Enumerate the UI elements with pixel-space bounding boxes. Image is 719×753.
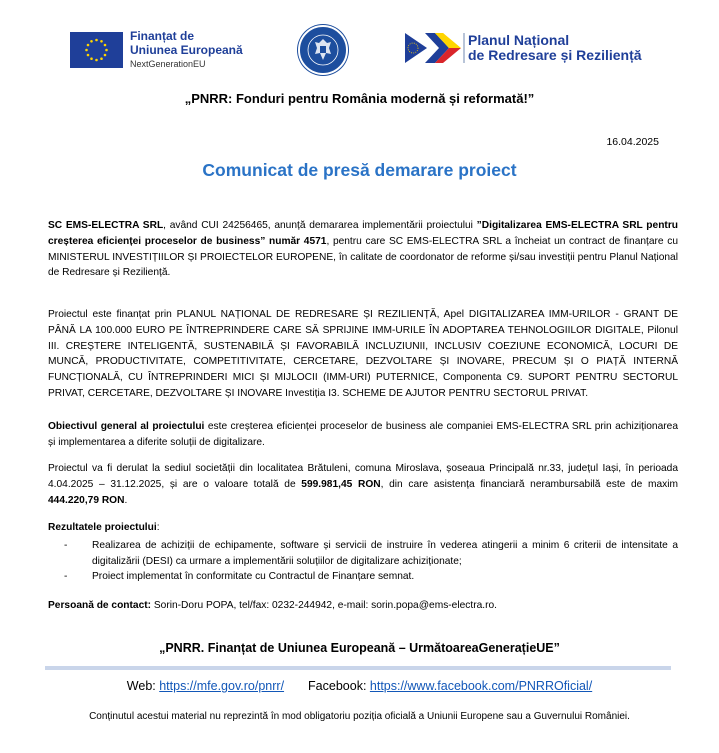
total-value: 599.981,45 RON: [301, 478, 381, 490]
list-item-text: Realizarea de achiziții de echipamente, software și servicii de instruire în vederea atingerii a minim 6 criterii de intensitate a digitalizării (DESI) ca urmare a implementării soluțiilor de digitalizare achiziționate;: [92, 540, 678, 567]
project-title: ”Digitalizarea EMS-ELECTRA SRL pentru creșterea eficienței proceselor de business” număr 4571: [48, 220, 679, 247]
list-item: [48, 538, 678, 569]
facebook-link[interactable]: https://www.facebook.com/PNRROficial/: [369, 679, 593, 693]
eu-logo-line2: Uniunea Europeană: [130, 43, 243, 57]
eu-flag-icon: [70, 32, 123, 68]
objective-text: este creșterea eficienței proceselor de business ale companiei EMS-ELECTRA SRL prin achiziționarea și implementarea a diferite soluții de digitalizare.: [48, 421, 678, 448]
web-label: Web:: [126, 679, 160, 693]
disclaimer-text: Conținutul acestui material nu reprezintă în mod obligatoriu poziția oficială a Uniunii Europene sau a Guvernului României.: [89, 711, 630, 722]
pnrr-arrows-icon: [405, 33, 461, 63]
guvernul-romaniei-seal-icon: [298, 25, 348, 75]
contact-label: Persoană de contact:: [48, 600, 152, 611]
pnrr-logo-divider: [463, 33, 465, 63]
bullet-dash: -: [64, 540, 68, 551]
press-release-date: 16.04.2025: [606, 136, 659, 148]
results-heading: [48, 522, 160, 533]
contact-details: Sorin-Doru POPA, tel/fax: 0232-244942, e-mail: sorin.popa@ems-electra.ro.: [151, 600, 497, 611]
objective-label: Obiectivul general al proiectului: [48, 421, 205, 432]
eu-logo-line3: NextGenerationEU: [130, 59, 206, 69]
location-text: Proiectul va fi derulat la sediul societății din localitatea Brătuleni, comuna Miroslava, șoseaua Principală nr.33, județul Iași, în perioada 4.04.2025 – 31.12.2025, și are o valoare totală de: [48, 463, 678, 490]
list-item: [48, 569, 678, 585]
results-heading-label: Rezultatele proiectului: [48, 522, 157, 533]
footer-slogan: „PNRR. Finanțat de Uniunea Europeană – UrmătoareaGenerațieUE”: [159, 641, 560, 655]
grant-value: 444.220,79 RON: [48, 494, 125, 506]
eu-funding-logo-text: [130, 29, 243, 71]
announcement-text-2: , pentru care SC EMS-ELECTRA SRL a încheiat un contract de finanțare cu MINISTERUL INVESTIȚIILOR ȘI PROIECTELOR EUROPENE, în calitate de coordonator de reforme și/sau investiții pentru Planul Național de Redresare și Reziliență.: [48, 235, 678, 279]
page-title: Comunicat de presă demarare proiect: [202, 160, 517, 180]
header-slogan: „PNRR: Fonduri pentru România modernă și reformată!”: [184, 91, 535, 106]
pnrr-logo-line2: de Redresare și Reziliență: [468, 47, 642, 63]
pnrr-logo-line1: Planul Național: [468, 32, 570, 48]
facebook-label: Facebook:: [308, 679, 370, 693]
paragraph-objective: [48, 419, 678, 451]
results-list: [48, 538, 678, 585]
paragraph-location-value: [48, 461, 678, 508]
paragraph-announcement: [48, 218, 678, 281]
bullet-dash: -: [64, 571, 68, 582]
web-link[interactable]: https://mfe.gov.ro/pnrr/: [159, 679, 285, 693]
footer-divider: [45, 666, 671, 670]
list-item-text: Proiect implementat în conformitate cu Contractul de Finanțare semnat.: [92, 571, 415, 582]
announcement-text-1: , având CUI 24256465, anunță demararea implementării proiectului: [163, 220, 477, 231]
paragraph-funding: Proiectul este finanțat prin PLANUL NAȚIONAL DE REDRESARE ȘI REZILIENȚĂ, Apel DIGITALIZAREA IMM-URILOR - GRANT DE PÂNĂ LA 100.000 EURO PE ÎNTREPRINDERE CARE SĂ SPRIJINE IMM-URILE ÎN ADOPTAREA TEHNOLOGIILOR DIGITALE, Pilonul III. CREȘTERE INTELIGENTĂ, SUSTENABILĂ ȘI FAVORABILĂ INCLUZIUNII, INCLUSIV COEZIUNE ECONOMICĂ, LOCURI DE MUNCĂ, PRODUCTIVITATE, COMPETITIVITATE, CERCETARE, DEZVOLTARE ȘI INOVARE, PRECUM ȘI O PIAȚĂ INTERNĂ FUNCȚIONALĂ, CU ÎNTREPRINDERI MICI ȘI MIJLOCII (IMM-URI) PUTERNICE, Componenta C9. SUPORT PENTRU SECTORUL PRIVAT, CERCETARE, DEZVOLTARE ȘI INOVARE Investiția I3. SCHEME DE AJUTOR PENTRU SECTORUL PRIVAT.: [48, 309, 678, 399]
funding-text: , din care asistența financiară nerambursabilă este de maxim: [380, 478, 678, 490]
results-heading-colon: :: [156, 522, 160, 533]
eu-logo-line1: Finanțat de: [130, 29, 195, 43]
company-name: SC EMS-ELECTRA SRL: [48, 220, 164, 231]
period: .: [124, 494, 128, 506]
contact-line: [48, 600, 497, 611]
pnrr-logo-text: [468, 33, 642, 63]
footer-links: [0, 679, 719, 693]
